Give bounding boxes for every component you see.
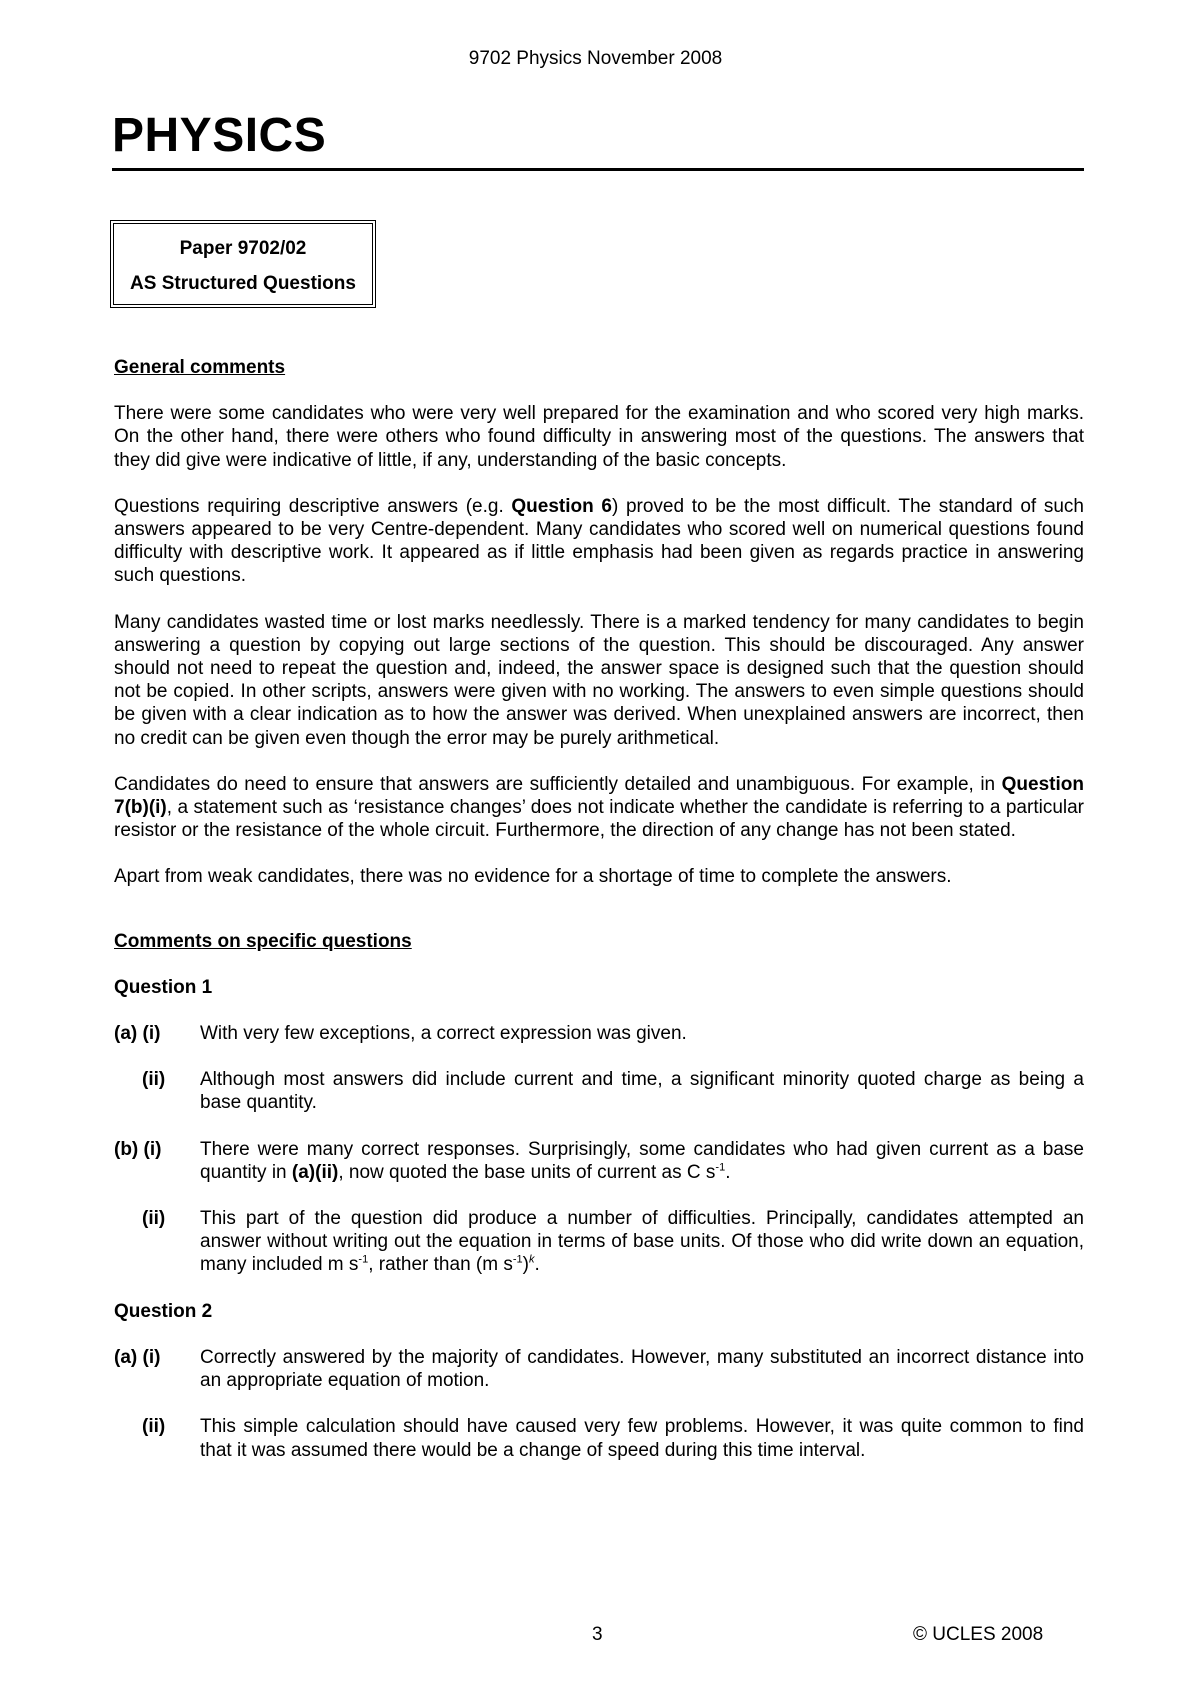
report-body [114, 356, 1084, 1462]
paper-box [110, 220, 376, 308]
q1-a-ii [114, 1068, 1084, 1114]
page-number: 3 [592, 1624, 603, 1645]
q1-b-i [114, 1138, 1084, 1184]
question-1-heading: Question 1 [114, 976, 213, 998]
q1-a-i [114, 1022, 1084, 1045]
item-text: With very few exceptions, a correct expression was given. [200, 1023, 687, 1045]
item-text: There were many correct responses. Surprisingly, some candidates who had given current as a base quantity in (a)(ii), now quoted the base units of current as C $s^{-1}$. [200, 1138, 1084, 1183]
paragraph-5: Apart from weak candidates, there was no evidence for a shortage of time to complete the answers. [114, 866, 952, 888]
item-text: Correctly answered by the majority of candidates. However, many substituted an incorrect distance into an appropriate equation of motion. [200, 1346, 1084, 1392]
item-label: (ii) [142, 1069, 166, 1091]
title-rule [112, 168, 1084, 171]
paper-subtitle: AS Structured Questions [130, 273, 356, 294]
item-label: (a) (i) [114, 1346, 161, 1368]
page-header: 9702 Physics November 2008 [468, 48, 723, 69]
paragraph-4: Candidates do need to ensure that answers are sufficiently detailed and unambiguous. For example, in Question 7(b)(i), a statement such as ‘resistance changes’ does not indicate whether the candidate is referring to a particular resistor or the resistance of the whole circuit. Furthermore, the direction of any change has not been stated. [114, 773, 1084, 842]
paragraph-3: Many candidates wasted time or lost marks needlessly. There is a marked tendency for many candidates to begin answering a question by copying out large sections of the question. This should be discouraged. Any answer should not need to repeat the question and, indeed, the answer space is designed such that the question should not be copied. In other scripts, answers were given with no working. The answers to even simple questions should be given with a clear indication as to how the answer was derived. When unexplained answers are incorrect, then no credit can be given even though the error may be purely arithmetical. [114, 611, 1084, 749]
q2-a-i [114, 1346, 1084, 1392]
item-label: (b) (i) [114, 1138, 162, 1160]
paragraph-1: There were some candidates who were very well prepared for the examination and who scored very high marks. On the other hand, there were others who found difficulty in answering most of the questions. The answers that they did give were indicative of little, if any, understanding of the basic concepts. [114, 403, 1084, 471]
q2-a-ii [114, 1415, 1084, 1461]
question-ref: Question 7(b)(i) [114, 773, 1084, 819]
item-text: This part of the question did produce a number of difficulties. Principally, candidates attempted an answer without writing out the equation in terms of base units. Of those who did write down an equation, many included m $s^{-1}$, rather than (m $s^{-1})^k$. [200, 1208, 1084, 1276]
q1-b-ii [114, 1207, 1084, 1277]
question-2-heading: Question 2 [114, 1300, 213, 1322]
copyright: © UCLES 2008 [913, 1624, 1044, 1645]
paragraph-2: Questions requiring descriptive answers (e.g. Question 6) proved to be the most difficult. The standard of such answers appeared to be very Centre-dependent. Many candidates who scored well on numerical questions found difficulty with descriptive work. It appeared as if little emphasis had been given as regards practice in answering such questions. [114, 495, 1084, 587]
specific-comments-heading: Comments on specific questions [114, 930, 412, 952]
item-label: (ii) [142, 1208, 166, 1230]
item-label: (a) (i) [114, 1023, 161, 1045]
item-label: (ii) [142, 1416, 166, 1438]
item-text: Although most answers did include current and time, a significant minority quoted charge as being a base quantity. [200, 1069, 1084, 1114]
paper-code: Paper 9702/02 [179, 238, 307, 259]
question-ref: Question 6 [511, 495, 612, 517]
general-comments-heading: General comments [114, 357, 286, 378]
page-title: PHYSICS [112, 109, 327, 162]
item-text: This simple calculation should have caused very few problems. However, it was quite common to find that it was assumed there would be a change of speed during this time interval. [200, 1416, 1084, 1461]
